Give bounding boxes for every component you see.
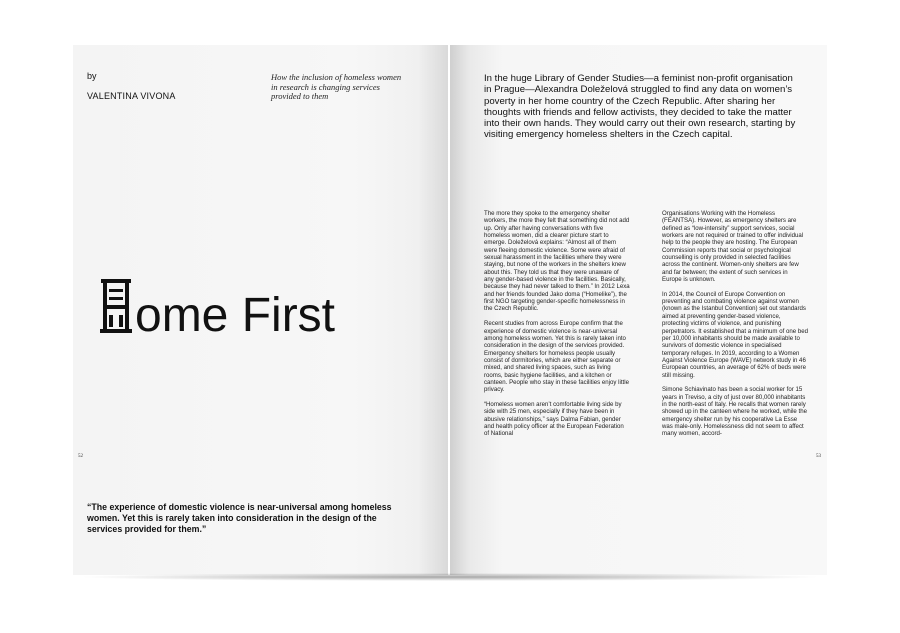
body-paragraph: Simone Schiavinato has been a social worker for 15 years in Treviso, a city of just over 80,000 inhabitants in the north-east of Italy. He recalls that women rarely showed up in the canteen where he worked, while the emergency shelter run by his cooperative La Esse was male-only. Homelessness did not seem to affect many women, accord- xyxy=(662,386,807,438)
article-title-art xyxy=(99,277,379,337)
right-page xyxy=(450,45,827,575)
article-title xyxy=(99,277,379,337)
page-number-left: 52 xyxy=(78,454,83,459)
left-page xyxy=(73,45,448,575)
body-paragraph: Recent studies from across Europe confirm that the experience of domestic violence is near-universal among homeless women. Yet this is rarely taken into consideration in the design of the services provided. Emergency shelters for homeless people usually consist of dormitories, which are either separate or mixed, and shared living spaces, such as living rooms, basic hygiene facilities, and a kitchen or canteen. People who stay in these facilities enjoy little privacy. xyxy=(484,320,629,394)
article-subtitle: How the inclusion of homeless women in research is changing services provided to them xyxy=(271,72,402,101)
body-column-2 xyxy=(662,210,808,445)
author-name: VALENTINA VIVONA xyxy=(87,91,176,101)
magazine-spread xyxy=(73,45,827,575)
body-paragraph: “Homeless women aren’t comfortable living side by side with 25 men, especially if they have been in abusive relationships,” says Dalma Fabian, gender and health policy officer at the European Federation of National xyxy=(484,400,624,438)
page-number-right: 53 xyxy=(816,454,821,459)
title-text: ome First xyxy=(135,289,336,337)
pull-quote: “The experience of domestic violence is near-universal among homeless women. Yet this is rarely taken into consideration in the design of the services provided for them.” xyxy=(87,502,392,534)
body-paragraph: Organisations Working with the Homeless (FEANTSA). However, as emergency shelters are defined as “low-intensity” support services, social workers are not required or trained to offer individual help to the people they are hosting. The European Commission reports that social or psychological counselling is only provided in selected facilities across the continent. Women-only shelters are few and far between; the extent of such services in Europe is unknown. xyxy=(662,210,804,284)
byline-label: by xyxy=(87,71,97,81)
body-paragraph: The more they spoke to the emergency shelter workers, the more they felt that something did not add up. Only after having conversations with five homeless women, did a clearer picture start to emerge. Doleželová explains: “Almost all of them were fleeing domestic violence. Some were afraid of sexual harassment in the facilities where they were staying, but none of the workers in the shelters knew about this. They told us that they were unaware of any gender-based violence in the facilities. Basically, because they had never talked to them.” In 2012 Lexa and her friends founded Jako doma (“Homelike”), the first NGO targeting gender-specific homelessness in the Czech Republic. xyxy=(484,210,630,313)
body-paragraph: In 2014, the Council of Europe Convention on preventing and combating violence against women (known as the Istanbul Convention) set out standards aimed at preventing gender-based violence, protecting victims of violence, and punishing perpetrators. It established that a minimum of one bed per 10,000 inhabitants should be made available to survivors of domestic violence in specialised temporary refuges. In 2019, according to a Women Against Violence Europe (WAVE) network study in 46 European countries, an average of 62% of beds were still missing. xyxy=(662,290,808,379)
body-column-1 xyxy=(484,210,630,445)
lead-paragraph: In the huge Library of Gender Studies—a feminist non-profit organisation in Prague—Alexandra Doleželová struggled to find any data on women’s poverty in her home country of the Czech Republic. After sharing her thoughts with friends and fellow activists, they decided to take the matter into their own hands. They would carry out their own research, starting by visiting emergency homeless shelters in the Czech capital. xyxy=(484,73,796,141)
spread-shadow xyxy=(77,573,823,581)
